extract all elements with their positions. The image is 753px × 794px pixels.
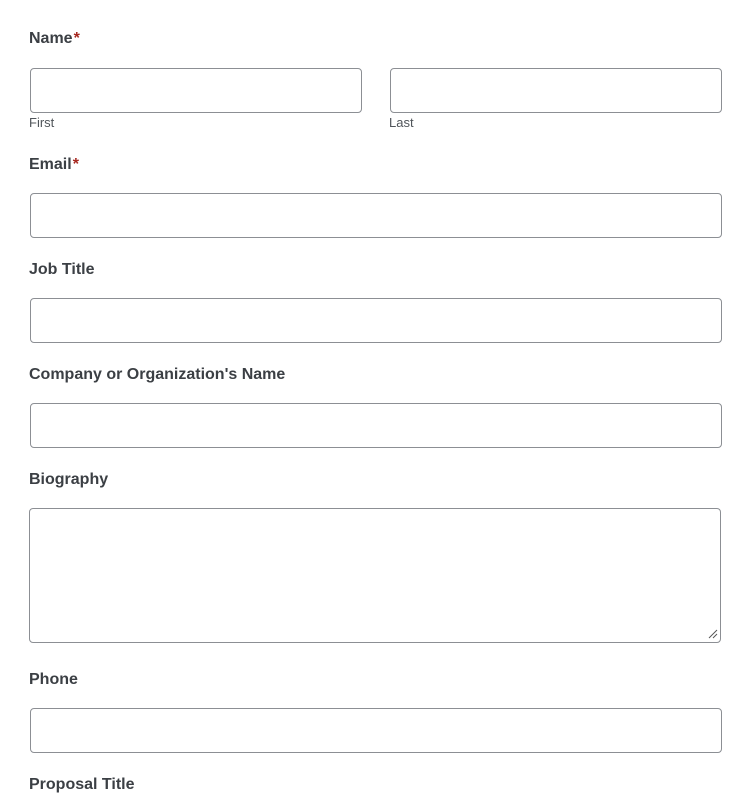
name-label-text: Name: [29, 30, 73, 47]
company-input[interactable]: [30, 403, 722, 448]
last-name-sublabel: Last: [389, 115, 414, 130]
name-required-marker: *: [73, 30, 80, 47]
resize-grip-icon[interactable]: [708, 629, 718, 639]
email-label-text: Email: [29, 156, 72, 173]
biography-textarea[interactable]: [29, 508, 721, 643]
first-name-input[interactable]: [30, 68, 362, 113]
phone-label: Phone: [29, 671, 78, 688]
job-title-label: Job Title: [29, 261, 95, 278]
email-input[interactable]: [30, 193, 722, 238]
proposal-title-label: Proposal Title: [29, 776, 135, 793]
name-label: [29, 30, 80, 48]
job-title-input[interactable]: [30, 298, 722, 343]
first-name-sublabel: First: [29, 115, 55, 130]
email-label: [29, 156, 79, 174]
email-required-marker: *: [72, 156, 79, 173]
phone-input[interactable]: [30, 708, 722, 753]
biography-label: Biography: [29, 471, 109, 488]
company-label: Company or Organization's Name: [29, 366, 286, 383]
last-name-input[interactable]: [390, 68, 722, 113]
